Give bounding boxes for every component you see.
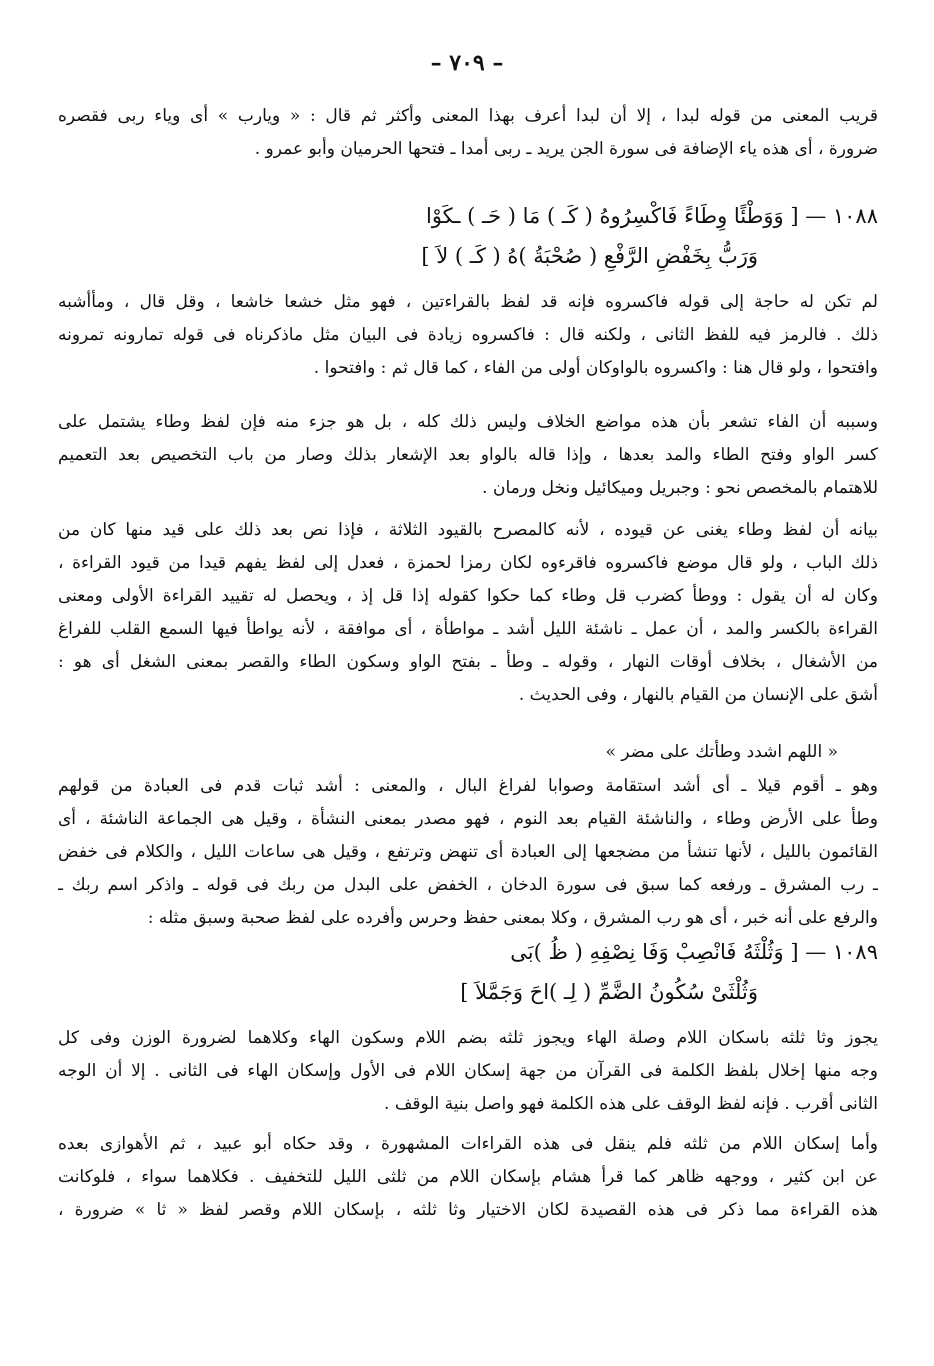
text-line: يجوز وثا ثلثه باسكان اللام وصلة الهاء ويجوز ثلثه بضم اللام وسكون الهاء وكلاهما لضرورة الوزن وفى كل [58, 1028, 878, 1048]
paragraph-commentary-5 [58, 1022, 878, 1121]
text-line: الثانى أقرب . فإنه لفظ الوقف على هذه الكلمة فهو واصل بنية الوقف . [384, 1094, 878, 1114]
verse-1089 [58, 932, 878, 1012]
page-number: – ٧٠٩ – [430, 50, 504, 76]
text-line: وجه منها إخلال بلفظ الكلمة فى القرآن من جهة إسكان اللام فى الأول وإسكان الهاء فى الثانى . إلا أن الوجه [58, 1061, 878, 1081]
paragraph-commentary-4 [58, 770, 878, 935]
text-line: وافتحوا ، ولو قال هنا : واكسروه بالواوكان أولى من الفاء ، كما قال ثم : وافتحوا . [313, 358, 878, 378]
text-line: أشق على الإنسان من القيام بالنهار ، وفى الحديث . [518, 685, 878, 705]
verse-1088 [58, 196, 878, 276]
text-line: القراءة بالكسر والمد ، أن عمل ـ ناشئة الليل أشد ـ مواطأة ، أى موافقة ، لأنه يواطأ فيها السمع القلب للفراغ [58, 619, 878, 639]
paragraph-commentary-1 [58, 286, 878, 385]
text-line: وكان له أن يقول : ووطأ كضرب قل وطاء كما حكوا كقوله إذا قل إذ ، ويحصل له تقييد القراءة الأولى ومعنى [58, 586, 878, 606]
text-line: قريب المعنى من قوله لبدا ، إلا أن لبدا أعرف بهذا المعنى وأكثر ثم قال : « ويارب » أى وياء ربى فقصره [58, 106, 878, 126]
text-line: وهو ـ أقوم قيلا ـ أى أشد استقامة وصوابا لفراغ البال ، والمعنى : أشد ثبات قدم فى العبادة من قولهم [58, 776, 878, 796]
text-line: والرفع على أنه خبر ، أى هو رب المشرق ، وكلا بمعنى حفظ وحرس وأفرده على لفظ صحبة وسبق مثله : [147, 908, 878, 928]
paragraph-intro [58, 100, 878, 166]
paragraph-commentary-3 [58, 514, 878, 712]
hadith-line: « اللهم اشدد وطأتك على مضر » [605, 742, 838, 762]
text-line: ذلك الباب ، ولو قال موضع فاكسروه فاقرءوه لكان رمزا لحمزة ، فعدل إلى لفظ يفهم قيدا من قيود القراءة ، [58, 553, 878, 573]
text-line: وأما إسكان اللام من ثلثه فلم ينقل فى هذه القراءات المشهورة ، وقد حكاه أبو عبيد ، ثم الأهوازى بعده [58, 1134, 878, 1154]
paragraph-commentary-6 [58, 1128, 878, 1227]
verse-line: ١٠٨٩ — [ وَثُلْثَهُ فَانْصِبْ وَفَا نِصْفِهِ ( ظُ )بَى [510, 940, 878, 964]
text-line: وسببه أن الفاء تشعر بأن هذه مواضع الخلاف وليس ذلك كله ، بل هو جزء منه فإن لفظ وطاء يشتمل على [58, 412, 878, 432]
text-line: من الأشغال ، بخلاف أوقات النهار ، وقوله ـ وطأ ـ بفتح الواو وسكون الطاء والقصر بمعنى الشغل أى هو : [58, 652, 878, 672]
verse-line: وَثُلْثَىْ سُكُونُ الضَّمِّ ( لِـ )احَ وَجَمَّلاَ ] [460, 980, 758, 1004]
text-line: هذه القراءة مما ذكر فى هذه القصيدة لكان الاختيار وثا ثلثه ، بإسكان اللام وقصر لفظ « ثا » ضرورة ، [58, 1200, 878, 1220]
text-line: كسر الواو وفتح الطاء والمد بعدها ، وإذا قاله بالواو بعد الإشعار بذلك وصار من باب التخصيص بعد التعميم [58, 445, 878, 465]
text-line: بيانه أن لفظ وطاء يغنى عن قيوده ، لأنه كالمصرح بالقيود الثلاثة ، فإذا نص بعد ذلك على قيد منها كان من [58, 520, 878, 540]
text-line: ذلك . فالرمز فيه للفظ الثانى ، ولكنه قال : فاكسروه زيادة فى البيان مثل ماذكرناه فى قوله تمارونه تمرونه [58, 325, 878, 345]
text-line: وطأ على الأرض وطاء ، والناشئة القيام بعد النوم ، فهو مصدر بمعنى النشأة ، وقيل هى الجماعة الناشئة ، أى [58, 809, 878, 829]
verse-line: وَرَبُّ بِخَفْضِ الرَّفْعِ ( صُحْبَةُ )هُ ( كَـ ) لاَ ] [421, 244, 758, 268]
hadith-quote [58, 736, 878, 769]
text-line: القائمون بالليل ، لأنها تنشأ من مضجعها إلى العبادة أى تنهض وترتفع ، وقيل هى ساعات الليل ، والكلام فى خفض [58, 842, 878, 862]
text-line: للاهتمام بالمخصص نحو : وجبريل وميكائيل ونخل ورمان . [482, 478, 878, 498]
text-line: لم تكن له حاجة إلى قوله فاكسروه فإنه قد لفظ بالقراءتين ، فهو مثل خشعا خاشعا ، وقل قال ، ومأأشبه [58, 292, 878, 312]
text-line: ضرورة ، أى هذه ياء الإضافة فى سورة الجن يريد ـ ربى أمدا ـ فتحها الحرميان وأبو عمرو . [254, 139, 878, 159]
paragraph-commentary-2 [58, 406, 878, 505]
verse-line: ١٠٨٨ — [ وَوَطْئًا وِطَاءً فَاكْسِرُوهُ ( كَـ ) مَا ( حَـ ) ـكَوْا [426, 204, 878, 228]
text-line: عن ابن كثير ، ووجهه ظاهر كما قرأ هشام بإسكان اللام من ثلثى الليل للتخفيف . فكلاهما سواء ، فلوكانت [58, 1167, 878, 1187]
text-line: ـ رب المشرق ـ ورفعه كما سبق فى سورة الدخان ، الخفض على البدل من ربك فى قوله ـ واذكر اسم ربك ـ [58, 875, 878, 895]
